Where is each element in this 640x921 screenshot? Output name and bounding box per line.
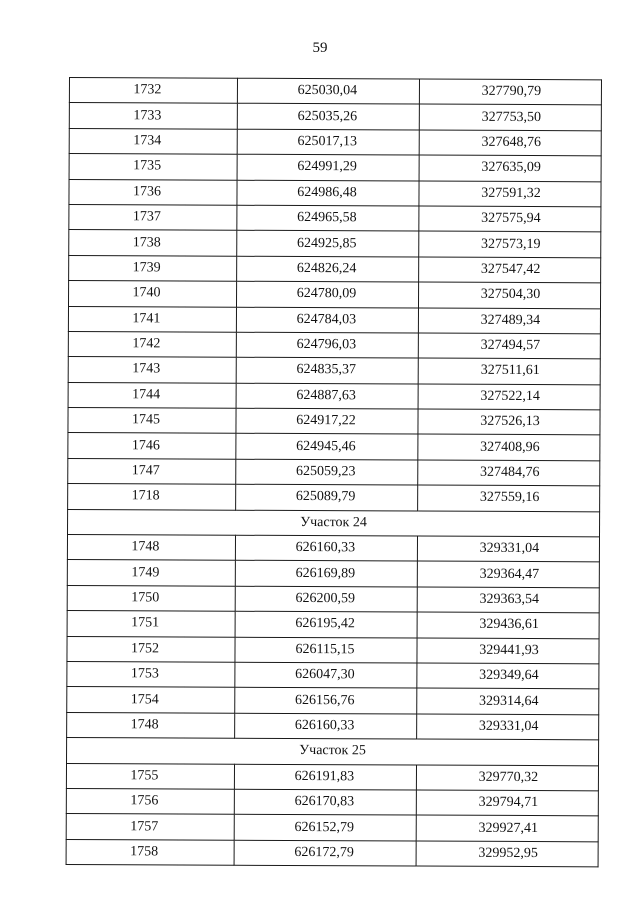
point-number-cell: 1732 — [69, 78, 237, 104]
x-coordinate-cell: 626191,83 — [234, 764, 416, 790]
y-coordinate-cell: 327648,76 — [419, 130, 601, 156]
y-coordinate-cell: 327511,61 — [418, 358, 600, 384]
table-row — [69, 179, 601, 207]
point-number-cell: 1737 — [69, 204, 237, 230]
table-row — [69, 128, 601, 156]
x-coordinate-cell: 624991,29 — [237, 154, 419, 180]
table-row — [69, 103, 601, 131]
x-coordinate-cell: 626169,89 — [235, 561, 417, 587]
point-number-cell: 1748 — [67, 712, 235, 738]
y-coordinate-cell: 329331,04 — [417, 714, 599, 740]
section-header-row — [67, 738, 599, 766]
y-coordinate-cell: 329441,93 — [417, 638, 599, 664]
point-number-cell: 1749 — [67, 560, 235, 586]
point-number-cell: 1735 — [69, 154, 237, 180]
x-coordinate-cell: 624965,58 — [237, 205, 419, 231]
table-row — [67, 636, 599, 664]
table-row — [68, 484, 600, 512]
x-coordinate-cell: 624917,22 — [236, 408, 418, 434]
x-coordinate-cell: 624945,46 — [236, 434, 418, 460]
table-row — [66, 763, 598, 791]
x-coordinate-cell: 626156,76 — [235, 688, 417, 714]
point-number-cell: 1752 — [67, 636, 235, 662]
point-number-cell: 1734 — [69, 128, 237, 154]
table-row — [69, 204, 601, 232]
table-row — [67, 611, 599, 639]
point-number-cell: 1736 — [69, 179, 237, 205]
point-number-cell: 1740 — [69, 281, 237, 307]
point-number-cell: 1738 — [69, 230, 237, 256]
table-row — [69, 230, 601, 258]
section-header-row — [68, 509, 600, 537]
point-number-cell: 1748 — [67, 535, 235, 561]
y-coordinate-cell: 327522,14 — [418, 384, 600, 410]
x-coordinate-cell: 626170,83 — [234, 789, 416, 815]
y-coordinate-cell: 327408,96 — [418, 434, 600, 460]
point-number-cell: 1751 — [67, 611, 235, 637]
point-number-cell: 1757 — [66, 814, 234, 840]
x-coordinate-cell: 626160,33 — [235, 713, 417, 739]
table-row — [67, 687, 599, 715]
y-coordinate-cell: 327504,30 — [418, 282, 600, 308]
y-coordinate-cell: 329770,32 — [416, 765, 598, 791]
point-number-cell: 1756 — [66, 788, 234, 814]
table-row — [66, 814, 598, 842]
y-coordinate-cell: 329952,95 — [416, 841, 598, 867]
table-row — [69, 78, 601, 106]
x-coordinate-cell: 626115,15 — [235, 637, 417, 663]
table-row — [68, 357, 600, 385]
y-coordinate-cell: 327575,94 — [419, 206, 601, 232]
table-row — [69, 255, 601, 283]
x-coordinate-cell: 624826,24 — [237, 256, 419, 282]
y-coordinate-cell: 327591,32 — [419, 181, 601, 207]
point-number-cell: 1743 — [68, 357, 236, 383]
x-coordinate-cell: 624887,63 — [236, 383, 418, 409]
coordinates-table-body — [66, 78, 601, 867]
table-row — [68, 433, 600, 461]
y-coordinate-cell: 329794,71 — [416, 790, 598, 816]
table-row — [67, 535, 599, 563]
y-coordinate-cell: 327573,19 — [419, 231, 601, 257]
y-coordinate-cell: 327753,50 — [419, 104, 601, 130]
table-row — [68, 306, 600, 334]
x-coordinate-cell: 626047,30 — [235, 662, 417, 688]
table-row — [68, 382, 600, 410]
point-number-cell: 1744 — [68, 382, 236, 408]
table-row — [69, 281, 601, 309]
y-coordinate-cell: 327526,13 — [418, 409, 600, 435]
x-coordinate-cell: 626160,33 — [235, 535, 417, 561]
table-row — [66, 788, 598, 816]
y-coordinate-cell: 329363,54 — [417, 587, 599, 613]
point-number-cell: 1754 — [67, 687, 235, 713]
y-coordinate-cell: 327489,34 — [418, 308, 600, 334]
point-number-cell: 1758 — [66, 839, 234, 865]
y-coordinate-cell: 329314,64 — [417, 688, 599, 714]
point-number-cell: 1718 — [68, 484, 236, 510]
x-coordinate-cell: 626172,79 — [234, 840, 416, 866]
point-number-cell: 1753 — [67, 661, 235, 687]
table-row — [68, 331, 600, 359]
y-coordinate-cell: 329436,61 — [417, 612, 599, 638]
x-coordinate-cell: 626152,79 — [234, 815, 416, 841]
y-coordinate-cell: 327635,09 — [419, 155, 601, 181]
point-number-cell: 1741 — [68, 306, 236, 332]
x-coordinate-cell: 626195,42 — [235, 611, 417, 637]
y-coordinate-cell: 327484,76 — [418, 460, 600, 486]
table-row — [68, 408, 600, 436]
x-coordinate-cell: 625035,26 — [237, 104, 419, 130]
table-row — [67, 712, 599, 740]
x-coordinate-cell: 625017,13 — [237, 129, 419, 155]
table-row — [68, 458, 600, 486]
table-row — [67, 560, 599, 588]
section-title: Участок 25 — [67, 738, 599, 766]
table-row — [69, 154, 601, 182]
y-coordinate-cell: 329349,64 — [417, 663, 599, 689]
point-number-cell: 1745 — [68, 408, 236, 434]
coordinates-table — [66, 77, 602, 867]
y-coordinate-cell: 329331,04 — [417, 536, 599, 562]
y-coordinate-cell: 327559,16 — [418, 485, 600, 511]
x-coordinate-cell: 626200,59 — [235, 586, 417, 612]
y-coordinate-cell: 327790,79 — [419, 79, 601, 105]
y-coordinate-cell: 329927,41 — [416, 815, 598, 841]
point-number-cell: 1755 — [66, 763, 234, 789]
page-number: 59 — [312, 40, 328, 56]
x-coordinate-cell: 624780,09 — [236, 281, 418, 307]
section-title: Участок 24 — [68, 509, 600, 537]
y-coordinate-cell: 329364,47 — [417, 561, 599, 587]
table-row — [67, 585, 599, 613]
point-number-cell: 1742 — [68, 331, 236, 357]
point-number-cell: 1733 — [69, 103, 237, 129]
point-number-cell: 1750 — [67, 585, 235, 611]
x-coordinate-cell: 624925,85 — [237, 231, 419, 257]
x-coordinate-cell: 625089,79 — [236, 484, 418, 510]
table-row — [66, 839, 598, 867]
x-coordinate-cell: 625030,04 — [237, 78, 419, 104]
y-coordinate-cell: 327547,42 — [419, 257, 601, 283]
y-coordinate-cell: 327494,57 — [418, 333, 600, 359]
x-coordinate-cell: 624784,03 — [236, 307, 418, 333]
table-row — [67, 661, 599, 689]
x-coordinate-cell: 624796,03 — [236, 332, 418, 358]
point-number-cell: 1746 — [68, 433, 236, 459]
point-number-cell: 1739 — [69, 255, 237, 281]
x-coordinate-cell: 625059,23 — [236, 459, 418, 485]
x-coordinate-cell: 624986,48 — [237, 180, 419, 206]
x-coordinate-cell: 624835,37 — [236, 358, 418, 384]
point-number-cell: 1747 — [68, 458, 236, 484]
